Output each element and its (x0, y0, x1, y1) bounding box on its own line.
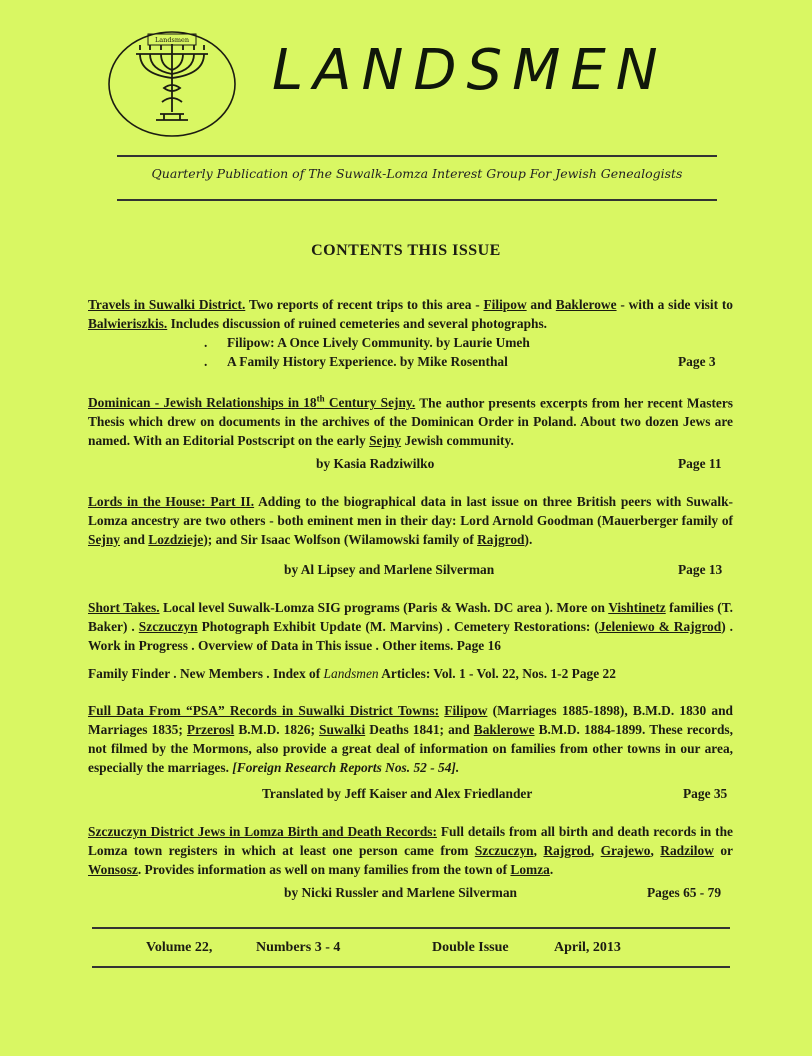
article-text: . (549, 862, 554, 877)
article-credit: by Nicki Russler and Marlene Silverman (284, 885, 517, 900)
title-part: Century Sejny. (324, 395, 416, 411)
article-szczuczyn-records (88, 822, 733, 879)
bullet-dot: . (204, 335, 208, 350)
place-link-baklerowe: Baklerowe (555, 297, 617, 312)
italic-reference: [Foreign Research Reports Nos. 52 - 54]. (232, 760, 460, 775)
article-psa-records (88, 701, 733, 777)
article-title (88, 395, 415, 410)
article-credit: Translated by Jeff Kaiser and Alex Friedlander (262, 786, 533, 801)
article-text: (Marriages 1885-1898), B.M.D. 1830 and Marriages 1835; (88, 703, 733, 737)
article-text: ); and Sir Isaac Wolfson (Wilamowski family of (203, 532, 478, 547)
contents-heading: CONTENTS THIS ISSUE (311, 242, 501, 259)
sub-article: Filipow: A Once Lively Community. by Laurie Umeh (227, 335, 530, 350)
article-text: Jewish community. (401, 433, 514, 449)
place-link-wonsosz: Wonsosz (88, 862, 138, 877)
title-sup: th (316, 394, 325, 404)
place-link-grajewo: Grajewo (600, 843, 651, 858)
article-text: Deaths 1841; and (365, 722, 474, 737)
article-short-takes (88, 598, 733, 655)
article-text: B.M.D. 1826; (234, 722, 320, 737)
place-link-rajgrod: Rajgrod (477, 532, 525, 547)
footer-volume: Volume 22, (146, 940, 213, 955)
page-number: Page 3 (678, 354, 716, 369)
article-text: ) . Work in Progress . Overview of Data in This issue . Other items. Page 16 (88, 619, 734, 653)
article-text: , (650, 843, 661, 858)
article-title: Short Takes. (88, 600, 160, 615)
article-text: Local level Suwalk-Lomza SIG programs (Paris & Wash. DC area ). More on (159, 600, 609, 615)
tagline: Quarterly Publication of The Suwalk-Lomza Interest Group For Jewish Genealogists (151, 166, 683, 181)
article-title: Full Data From “PSA” Records in Suwalki District Towns: (88, 703, 440, 718)
place-link-filipow: Filipow (483, 297, 527, 312)
place-link-szczuczyn: Szczuczyn (474, 843, 534, 858)
footer-issue: Double Issue (432, 940, 509, 955)
article-text: B.M.D. 1884-1899. These records, not filmed by the Mormons, also provide a great deal of information on families from other towns in our area, especially the marriages. (88, 722, 733, 775)
italic-title: Landsmen (323, 666, 379, 681)
masthead-title: LANDSMEN (272, 38, 668, 103)
article-title: Travels in Suwalki District. (88, 297, 246, 312)
article-text: . Provides information as well on many families from the town of (137, 862, 511, 877)
bullet-dot: . (204, 354, 208, 369)
article-travels (88, 295, 733, 333)
divider (92, 966, 730, 968)
article-text: , (590, 843, 601, 858)
article-text: Photograph Exhibit Update (M. Marvins) . Cemetery Restorations: ( (197, 619, 599, 634)
article-text: Articles: Vol. 1 - Vol. 22, Nos. 1-2 Page 22 (378, 666, 616, 681)
footer-date: April, 2013 (554, 940, 621, 955)
article-lords (88, 492, 733, 549)
article-text: families (T. Baker) . (88, 600, 733, 634)
article-text: and (526, 297, 556, 312)
article-text: , (533, 843, 544, 858)
place-link-jeleniewo-rajgrod: Jeleniewo & Rajgrod (598, 619, 722, 634)
place-link-filipow: Filipow (444, 703, 488, 718)
divider (117, 199, 717, 201)
place-link-suwalki: Suwalki (319, 722, 366, 737)
logo-lettering: Landsmen (154, 36, 190, 44)
place-link-balwieriszkis: Balwieriszkis. (88, 316, 168, 331)
place-link-lozdzieje: Lozdzieje (148, 532, 204, 547)
article-text: and (120, 532, 149, 547)
article-text: Full details from all birth and death records in the Lomza town registers in which at least one person came from (88, 824, 734, 858)
footer-numbers: Numbers 3 - 4 (256, 940, 341, 955)
place-link-baklerowe: Baklerowe (473, 722, 535, 737)
place-link-radzilow: Radzilow (660, 843, 714, 858)
article-text: or (713, 843, 733, 858)
place-link-lomza: Lomza (510, 862, 550, 877)
menorah-logo (106, 28, 238, 140)
article-family-finder (88, 664, 733, 683)
article-text: ). (524, 532, 533, 547)
article-text: Includes discussion of ruined cemeteries and several photographs. (167, 316, 548, 331)
sub-article: A Family History Experience. by Mike Rosenthal (227, 354, 508, 369)
article-credit: by Al Lipsey and Marlene Silverman (284, 562, 495, 577)
place-link-przerosl: Przerosl (186, 722, 235, 737)
place-link-szczuczyn: Szczuczyn (138, 619, 198, 634)
page-number: Pages 65 - 79 (647, 885, 722, 900)
page-number: Page 13 (678, 562, 723, 577)
article-text: The author presents excerpts from her recent Masters Thesis which drew on documents in the archives of the Dominican Order in Poland. About two dozen Jews are named. With an Editorial Postscript on the early (88, 395, 733, 449)
title-part: Dominican - Jewish Relationships in 18 (88, 395, 317, 411)
article-text: Two reports of recent trips to this area - (245, 297, 484, 312)
article-text: - with a side visit to (616, 297, 733, 312)
place-link-rajgrod: Rajgrod (543, 843, 591, 858)
article-text: Family Finder . New Members . Index of (88, 666, 324, 681)
page-number: Page 11 (678, 456, 722, 471)
place-link-sejny: Sejny (369, 433, 402, 449)
page-number: Page 35 (683, 786, 728, 801)
divider (92, 927, 730, 929)
article-title: Lords in the House: Part II. (88, 494, 255, 509)
divider (117, 155, 717, 157)
article-dominican (88, 390, 733, 450)
article-text: Adding to the biographical data in last issue on three British peers with Suwalk-Lomza ancestry are two others - both eminent men in their day: Lord Arnold Goodman (Mauerberger family of (88, 494, 733, 528)
place-link-vishtinetz: Vishtinetz (608, 600, 666, 615)
place-link-sejny: Sejny (88, 532, 120, 547)
article-title: Szczuczyn District Jews in Lomza Birth and Death Records: (88, 824, 437, 839)
article-credit: by Kasia Radziwilko (316, 456, 435, 471)
